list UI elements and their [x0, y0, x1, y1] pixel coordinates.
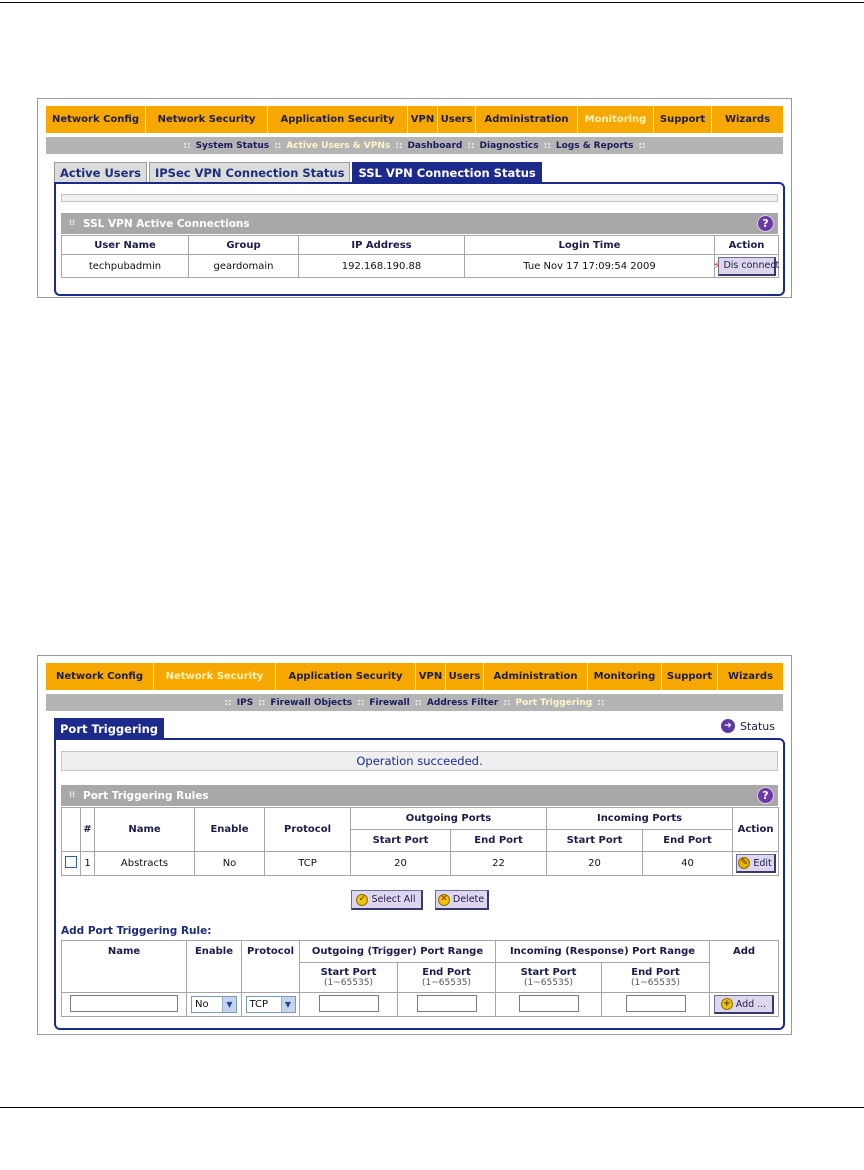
sub-menu-bar: :: System Status :: Active Users & VPNs :: Dashboard :: Diagnostics :: Logs & Reports :: — [46, 137, 783, 154]
cell-in-start: 20 — [547, 852, 643, 876]
page-top-rule — [0, 2, 864, 3]
grip-icon: ⁞⁞ — [69, 790, 76, 799]
tab-active-users[interactable]: Active Users — [54, 162, 147, 182]
col-outgoing-ports: Outgoing Ports — [351, 808, 547, 830]
col-add-name: Name — [62, 941, 187, 993]
lightning-icon: ⚡ — [712, 259, 721, 272]
col-in-end: End Port — [643, 830, 733, 852]
ssl-vpn-screenshot — [37, 98, 792, 298]
menu-support[interactable]: Support — [662, 663, 718, 690]
menu-network-config[interactable]: Network Config — [46, 106, 146, 133]
col-protocol: Protocol — [265, 808, 351, 852]
tab-ipsec-vpn-status[interactable]: IPSec VPN Connection Status — [149, 162, 351, 182]
add-rule-title: Add Port Triggering Rule: — [61, 925, 212, 937]
arrow-right-icon: ➔ — [721, 719, 735, 733]
port-triggering-screenshot — [37, 655, 792, 1035]
menu-monitoring[interactable]: Monitoring — [588, 663, 662, 690]
cell-out-end: 22 — [451, 852, 547, 876]
main-menu-bar — [46, 106, 783, 133]
col-action: Action — [715, 236, 779, 255]
col-add-out-end: End Port — [422, 967, 471, 978]
menu-wizards[interactable]: Wizards — [727, 671, 774, 682]
col-add-in-start: Start Port — [520, 967, 577, 978]
submenu-dashboard[interactable]: Dashboard — [407, 140, 463, 151]
cell-group: geardomain — [189, 255, 299, 278]
submenu-firewall-objects[interactable]: Firewall Objects — [270, 697, 353, 708]
tab-bar — [54, 162, 544, 182]
in-start-port-input[interactable] — [519, 995, 579, 1012]
cell-login-time: Tue Nov 17 17:09:54 2009 — [465, 255, 715, 278]
delete-x-icon: ✕ — [438, 894, 450, 906]
main-menu-bar — [46, 663, 783, 690]
add-button[interactable]: + Add ... — [714, 995, 774, 1014]
col-in-start: Start Port — [547, 830, 643, 852]
tab-port-triggering[interactable]: Port Triggering — [54, 718, 164, 738]
col-num: # — [81, 808, 95, 852]
col-add-protocol: Protocol — [242, 941, 300, 993]
menu-network-security[interactable]: Network Security — [154, 663, 276, 690]
in-end-port-input[interactable] — [626, 995, 686, 1012]
section-title: Port Triggering Rules — [83, 789, 209, 802]
grip-icon: ⁞⁞ — [69, 218, 76, 227]
range-hint: (1~65535) — [324, 978, 373, 988]
col-add-enable: Enable — [187, 941, 242, 993]
col-name: Name — [95, 808, 195, 852]
menu-support[interactable]: Support — [654, 106, 712, 133]
message-strip — [61, 751, 778, 771]
table-row — [62, 852, 779, 876]
tab-panel — [54, 182, 785, 296]
cell-out-start: 20 — [351, 852, 451, 876]
status-message: Operation succeeded. — [356, 754, 483, 768]
submenu-ips[interactable]: IPS — [236, 697, 254, 708]
rules-table — [61, 807, 779, 876]
menu-application-security[interactable]: Application Security — [276, 663, 416, 690]
select-all-button[interactable]: ✓ Select All — [351, 890, 423, 910]
col-out-end: End Port — [451, 830, 547, 852]
cell-protocol: TCP — [265, 852, 351, 876]
cell-num: 1 — [81, 852, 95, 876]
col-login-time: Login Time — [465, 236, 715, 255]
section-title: SSL VPN Active Connections — [83, 217, 250, 230]
cell-in-end: 40 — [643, 852, 733, 876]
status-link[interactable]: ➔ Status — [721, 719, 775, 733]
menu-application-security[interactable]: Application Security — [268, 106, 408, 133]
col-add-outgoing: Outgoing (Trigger) Port Range — [300, 941, 496, 963]
submenu-address-filter[interactable]: Address Filter — [426, 697, 499, 708]
range-hint: (1~65535) — [524, 978, 573, 988]
col-enable: Enable — [195, 808, 265, 852]
col-group: Group — [189, 236, 299, 255]
submenu-diagnostics[interactable]: Diagnostics — [479, 140, 539, 151]
submenu-port-triggering[interactable]: Port Triggering — [515, 697, 593, 708]
edit-button[interactable]: ✎ Edit — [736, 854, 776, 873]
add-rule-table — [61, 940, 779, 1017]
tab-bar — [54, 718, 166, 738]
menu-network-config[interactable]: Network Config — [46, 663, 154, 690]
help-icon[interactable]: ? — [757, 787, 774, 804]
menu-wizards[interactable]: Wizards — [724, 114, 771, 125]
cell-ip: 192.168.190.88 — [299, 255, 465, 278]
col-action: Action — [733, 808, 779, 852]
name-input[interactable] — [70, 995, 178, 1012]
enable-select[interactable]: No ▼ — [191, 996, 237, 1013]
submenu-system-status[interactable]: System Status — [195, 140, 270, 151]
tab-ssl-vpn-status[interactable]: SSL VPN Connection Status — [352, 162, 541, 182]
col-add-in-end: End Port — [631, 967, 680, 978]
section-header — [61, 785, 778, 806]
cell-user-name: techpubadmin — [62, 255, 189, 278]
out-end-port-input[interactable] — [417, 995, 477, 1012]
col-user-name: User Name — [62, 236, 189, 255]
check-icon: ✓ — [356, 894, 368, 906]
cell-enable: No — [195, 852, 265, 876]
chevron-down-icon: ▼ — [281, 997, 295, 1012]
bulk-actions — [56, 890, 783, 910]
protocol-select[interactable]: TCP ▼ — [246, 996, 296, 1013]
menu-users[interactable]: Users — [438, 106, 476, 133]
menu-administration[interactable]: Administration — [484, 663, 588, 690]
help-icon[interactable]: ? — [757, 215, 774, 232]
chevron-down-icon: ▼ — [222, 997, 236, 1012]
menu-network-security[interactable]: Network Security — [146, 106, 268, 133]
col-checkbox — [62, 808, 81, 852]
col-incoming-ports: Incoming Ports — [547, 808, 733, 830]
menu-administration[interactable]: Administration — [476, 106, 578, 133]
out-start-port-input[interactable] — [319, 995, 379, 1012]
page-bottom-rule — [0, 1107, 864, 1108]
menu-users[interactable]: Users — [446, 663, 484, 690]
range-hint: (1~65535) — [631, 978, 680, 988]
col-out-start: Start Port — [351, 830, 451, 852]
row-select-checkbox[interactable] — [65, 856, 77, 868]
submenu-firewall[interactable]: Firewall — [369, 697, 410, 708]
section-header — [61, 213, 778, 234]
disconnect-button[interactable]: ⚡ Dis connect — [718, 257, 776, 276]
range-hint: (1~65535) — [422, 978, 471, 988]
menu-vpn[interactable]: VPN — [408, 106, 438, 133]
connections-table — [61, 235, 779, 278]
menu-vpn[interactable]: VPN — [416, 663, 446, 690]
sub-menu-bar: :: IPS :: Firewall Objects :: Firewall :: Address Filter :: Port Triggering :: — [46, 694, 783, 711]
plus-icon: + — [721, 998, 733, 1010]
delete-button[interactable]: ✕ Delete — [435, 890, 489, 910]
message-strip — [61, 194, 778, 202]
menu-monitoring[interactable]: Monitoring — [578, 106, 654, 133]
table-row — [62, 255, 779, 278]
col-add-out-start: Start Port — [320, 967, 377, 978]
submenu-logs-reports[interactable]: Logs & Reports — [555, 140, 634, 151]
tab-panel — [54, 738, 785, 1030]
pencil-icon: ✎ — [738, 857, 750, 869]
col-add-incoming: Incoming (Response) Port Range — [496, 941, 710, 963]
col-add-add: Add — [710, 941, 779, 993]
submenu-active-users-vpns[interactable]: Active Users & VPNs — [286, 140, 391, 151]
cell-name: Abstracts — [95, 852, 195, 876]
col-ip-address: IP Address — [299, 236, 465, 255]
